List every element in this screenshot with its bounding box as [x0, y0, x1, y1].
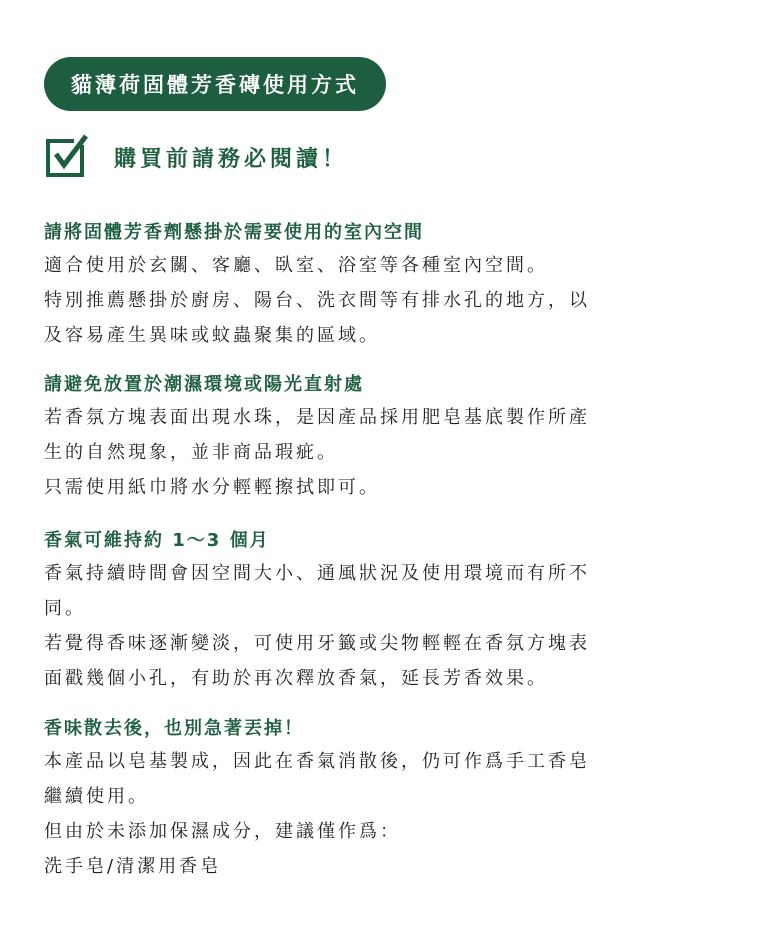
- section-reuse-as-soap: [44, 714, 724, 884]
- body-line: 同。: [44, 598, 86, 619]
- body-line: 香氣持續時間會因空間大小、通風狀況及使用環境而有所不: [44, 563, 590, 584]
- body-line: 面戳幾個小孔，有助於再次釋放香氣，延長芳香效果。: [44, 668, 548, 689]
- section-hang-indoors: [44, 218, 724, 353]
- page-title: 貓薄荷固體芳香磚使用方式: [44, 57, 386, 111]
- section-avoid-moisture: [44, 370, 724, 505]
- section-heading: 香氣可維持約 1～3 個月: [44, 530, 270, 551]
- body-line: 生的自然現象，並非商品瑕疵。: [44, 442, 338, 463]
- body-line: 及容易產生異味或蚊蟲聚集的區域。: [44, 325, 380, 346]
- body-line: 適合使用於玄關、客廳、臥室、浴室等各種室內空間。: [44, 255, 548, 276]
- body-line: 本產品以皂基製成，因此在香氣消散後，仍可作爲手工香皂: [44, 751, 590, 772]
- notice-text: 購買前請務必閱讀！: [114, 146, 349, 172]
- body-line: 特別推薦懸掛於廚房、陽台、洗衣間等有排水孔的地方，以: [44, 290, 590, 311]
- body-line: 但由於未添加保濕成分，建議僅作爲：: [44, 821, 401, 842]
- notice-banner: [44, 134, 348, 180]
- section-heading: 請避免放置於潮濕環境或陽光直射處: [44, 374, 364, 395]
- body-line: 若香氛方塊表面出現水珠，是因產品採用肥皂基底製作所產: [44, 407, 590, 428]
- section-heading: 請將固體芳香劑懸掛於需要使用的室內空間: [44, 222, 424, 243]
- section-fragrance-duration: [44, 526, 724, 696]
- checkbox-checked-icon: [44, 134, 90, 180]
- body-line: 若覺得香味逐漸變淡，可使用牙籤或尖物輕輕在香氛方塊表: [44, 633, 590, 654]
- body-line: 洗手皂/清潔用香皂: [44, 856, 222, 877]
- body-line: 只需使用紙巾將水分輕輕擦拭即可。: [44, 477, 380, 498]
- section-heading: 香味散去後，也別急著丟掉！: [44, 718, 304, 739]
- body-line: 繼續使用。: [44, 786, 149, 807]
